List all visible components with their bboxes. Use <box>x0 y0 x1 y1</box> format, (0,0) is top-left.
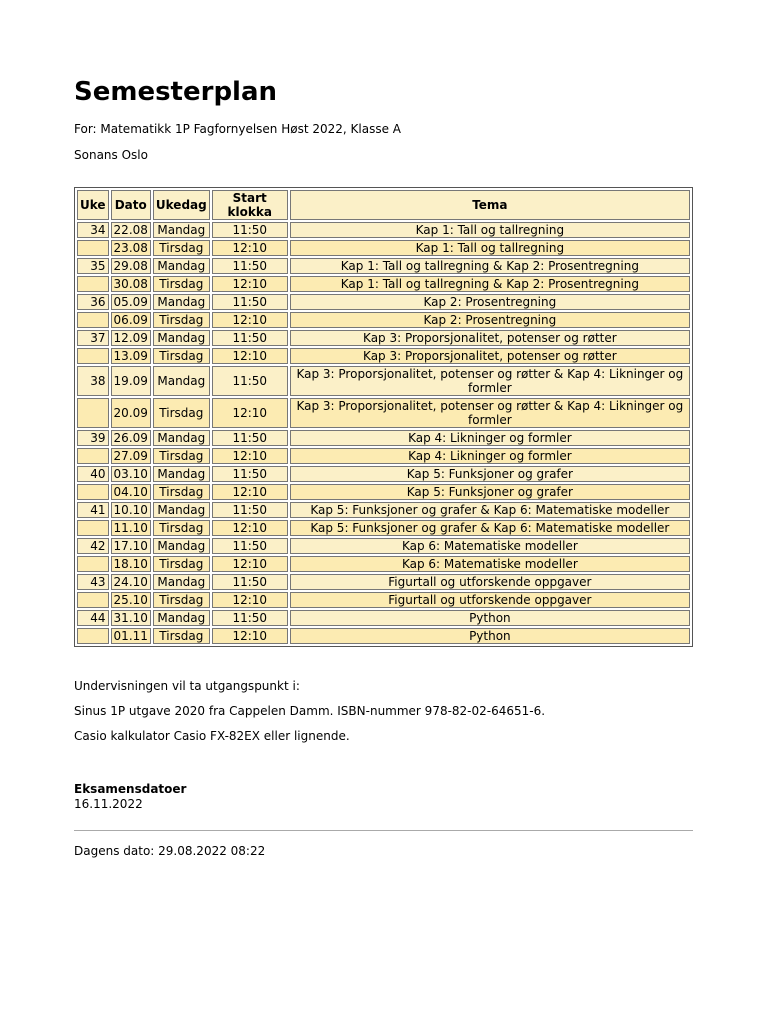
cell-uke: 36 <box>77 294 109 310</box>
cell-ukedag: Mandag <box>153 294 210 310</box>
cell-uke: 38 <box>77 366 109 396</box>
header-dato: Dato <box>111 190 151 220</box>
header-tema: Tema <box>290 190 690 220</box>
cell-uke <box>77 484 109 500</box>
cell-tema: Kap 4: Likninger og formler <box>290 448 690 464</box>
cell-dato: 05.09 <box>111 294 151 310</box>
cell-ukedag: Tirsdag <box>153 398 210 428</box>
cell-dato: 18.10 <box>111 556 151 572</box>
cell-start: 12:10 <box>212 348 288 364</box>
cell-uke <box>77 398 109 428</box>
cell-start: 11:50 <box>212 466 288 482</box>
cell-uke <box>77 348 109 364</box>
table-row <box>77 610 690 626</box>
table-header-row <box>77 190 690 220</box>
cell-dato: 03.10 <box>111 466 151 482</box>
cell-dato: 23.08 <box>111 240 151 256</box>
cell-uke: 41 <box>77 502 109 518</box>
cell-tema: Figurtall og utforskende oppgaver <box>290 574 690 590</box>
table-row <box>77 502 690 518</box>
cell-tema: Kap 3: Proporsjonalitet, potenser og røtter <box>290 348 690 364</box>
cell-uke <box>77 448 109 464</box>
cell-uke <box>77 520 109 536</box>
table-row <box>77 592 690 608</box>
cell-dato: 22.08 <box>111 222 151 238</box>
exam-date: 16.11.2022 <box>74 797 143 811</box>
cell-ukedag: Tirsdag <box>153 276 210 292</box>
cell-start: 12:10 <box>212 628 288 644</box>
cell-start: 12:10 <box>212 520 288 536</box>
cell-ukedag: Mandag <box>153 258 210 274</box>
cell-tema: Kap 6: Matematiske modeller <box>290 556 690 572</box>
cell-ukedag: Mandag <box>153 610 210 626</box>
cell-dato: 04.10 <box>111 484 151 500</box>
cell-ukedag: Mandag <box>153 430 210 446</box>
cell-start: 12:10 <box>212 484 288 500</box>
table-row <box>77 484 690 500</box>
cell-tema: Kap 5: Funksjoner og grafer <box>290 484 690 500</box>
cell-dato: 17.10 <box>111 538 151 554</box>
cell-ukedag: Tirsdag <box>153 592 210 608</box>
table-row <box>77 628 690 644</box>
location-line: Sonans Oslo <box>74 148 148 162</box>
cell-ukedag: Mandag <box>153 574 210 590</box>
cell-start: 11:50 <box>212 610 288 626</box>
cell-tema: Kap 3: Proporsjonalitet, potenser og røtter <box>290 330 690 346</box>
cell-tema: Kap 6: Matematiske modeller <box>290 538 690 554</box>
cell-start: 11:50 <box>212 294 288 310</box>
cell-ukedag: Mandag <box>153 538 210 554</box>
cell-start: 11:50 <box>212 330 288 346</box>
table-row <box>77 430 690 446</box>
cell-tema: Python <box>290 628 690 644</box>
table-row <box>77 276 690 292</box>
divider <box>74 830 693 831</box>
header-uke: Uke <box>77 190 109 220</box>
cell-tema: Kap 2: Prosentregning <box>290 294 690 310</box>
cell-uke <box>77 556 109 572</box>
header-start: Start klokka <box>212 190 288 220</box>
cell-uke: 39 <box>77 430 109 446</box>
book-line: Sinus 1P utgave 2020 fra Cappelen Damm. ISBN-nummer 978-82-02-64651-6. <box>74 704 546 718</box>
cell-ukedag: Tirsdag <box>153 312 210 328</box>
cell-start: 11:50 <box>212 430 288 446</box>
cell-start: 12:10 <box>212 240 288 256</box>
cell-tema: Kap 5: Funksjoner og grafer & Kap 6: Matematiske modeller <box>290 502 690 518</box>
teaching-intro: Undervisningen vil ta utgangspunkt i: <box>74 679 300 693</box>
calculator-line: Casio kalkulator Casio FX-82EX eller lignende. <box>74 729 350 743</box>
cell-start: 12:10 <box>212 276 288 292</box>
cell-dato: 11.10 <box>111 520 151 536</box>
cell-start: 11:50 <box>212 538 288 554</box>
table-row <box>77 520 690 536</box>
table-row <box>77 330 690 346</box>
cell-uke: 42 <box>77 538 109 554</box>
cell-start: 11:50 <box>212 502 288 518</box>
cell-uke: 37 <box>77 330 109 346</box>
cell-start: 11:50 <box>212 366 288 396</box>
cell-start: 11:50 <box>212 258 288 274</box>
cell-uke: 35 <box>77 258 109 274</box>
cell-ukedag: Tirsdag <box>153 520 210 536</box>
cell-ukedag: Mandag <box>153 222 210 238</box>
table-row <box>77 294 690 310</box>
cell-dato: 30.08 <box>111 276 151 292</box>
cell-tema: Kap 5: Funksjoner og grafer <box>290 466 690 482</box>
cell-ukedag: Mandag <box>153 466 210 482</box>
cell-uke <box>77 312 109 328</box>
cell-start: 12:10 <box>212 312 288 328</box>
cell-tema: Kap 1: Tall og tallregning & Kap 2: Prosentregning <box>290 276 690 292</box>
cell-tema: Kap 3: Proporsjonalitet, potenser og røtter & Kap 4: Likninger og formler <box>290 366 690 396</box>
page-title: Semesterplan <box>74 77 278 107</box>
cell-dato: 24.10 <box>111 574 151 590</box>
cell-dato: 27.09 <box>111 448 151 464</box>
cell-uke: 40 <box>77 466 109 482</box>
cell-uke <box>77 628 109 644</box>
cell-ukedag: Tirsdag <box>153 484 210 500</box>
course-line: For: Matematikk 1P Fagfornyelsen Høst 2022, Klasse A <box>74 122 401 136</box>
header-ukedag: Ukedag <box>153 190 210 220</box>
table-row <box>77 556 690 572</box>
table-row <box>77 366 690 396</box>
cell-ukedag: Tirsdag <box>153 556 210 572</box>
cell-start: 11:50 <box>212 574 288 590</box>
exam-heading: Eksamensdatoer <box>74 782 187 796</box>
cell-start: 12:10 <box>212 398 288 428</box>
cell-tema: Kap 3: Proporsjonalitet, potenser og røtter & Kap 4: Likninger og formler <box>290 398 690 428</box>
table-row <box>77 448 690 464</box>
table-row <box>77 348 690 364</box>
table-row <box>77 312 690 328</box>
cell-start: 12:10 <box>212 592 288 608</box>
cell-tema: Figurtall og utforskende oppgaver <box>290 592 690 608</box>
today-date: Dagens dato: 29.08.2022 08:22 <box>74 844 266 858</box>
cell-ukedag: Mandag <box>153 502 210 518</box>
table-row <box>77 574 690 590</box>
cell-dato: 01.11 <box>111 628 151 644</box>
cell-start: 12:10 <box>212 448 288 464</box>
cell-dato: 31.10 <box>111 610 151 626</box>
cell-tema: Kap 2: Prosentregning <box>290 312 690 328</box>
table-row <box>77 240 690 256</box>
cell-ukedag: Tirsdag <box>153 448 210 464</box>
table-row <box>77 538 690 554</box>
cell-ukedag: Mandag <box>153 366 210 396</box>
cell-start: 12:10 <box>212 556 288 572</box>
cell-tema: Python <box>290 610 690 626</box>
cell-dato: 12.09 <box>111 330 151 346</box>
semester-table <box>74 187 693 647</box>
table-row <box>77 398 690 428</box>
cell-dato: 19.09 <box>111 366 151 396</box>
cell-uke <box>77 240 109 256</box>
cell-uke: 43 <box>77 574 109 590</box>
cell-dato: 25.10 <box>111 592 151 608</box>
cell-start: 11:50 <box>212 222 288 238</box>
cell-dato: 06.09 <box>111 312 151 328</box>
cell-dato: 29.08 <box>111 258 151 274</box>
table-row <box>77 466 690 482</box>
cell-uke <box>77 276 109 292</box>
cell-dato: 26.09 <box>111 430 151 446</box>
cell-ukedag: Mandag <box>153 330 210 346</box>
table-row <box>77 258 690 274</box>
cell-tema: Kap 1: Tall og tallregning <box>290 222 690 238</box>
cell-dato: 13.09 <box>111 348 151 364</box>
table-row <box>77 222 690 238</box>
cell-dato: 10.10 <box>111 502 151 518</box>
cell-uke: 44 <box>77 610 109 626</box>
table-body <box>77 222 690 644</box>
cell-tema: Kap 5: Funksjoner og grafer & Kap 6: Matematiske modeller <box>290 520 690 536</box>
cell-tema: Kap 1: Tall og tallregning & Kap 2: Prosentregning <box>290 258 690 274</box>
cell-uke <box>77 592 109 608</box>
cell-uke: 34 <box>77 222 109 238</box>
cell-ukedag: Tirsdag <box>153 348 210 364</box>
cell-tema: Kap 1: Tall og tallregning <box>290 240 690 256</box>
cell-dato: 20.09 <box>111 398 151 428</box>
cell-ukedag: Tirsdag <box>153 240 210 256</box>
cell-ukedag: Tirsdag <box>153 628 210 644</box>
cell-tema: Kap 4: Likninger og formler <box>290 430 690 446</box>
